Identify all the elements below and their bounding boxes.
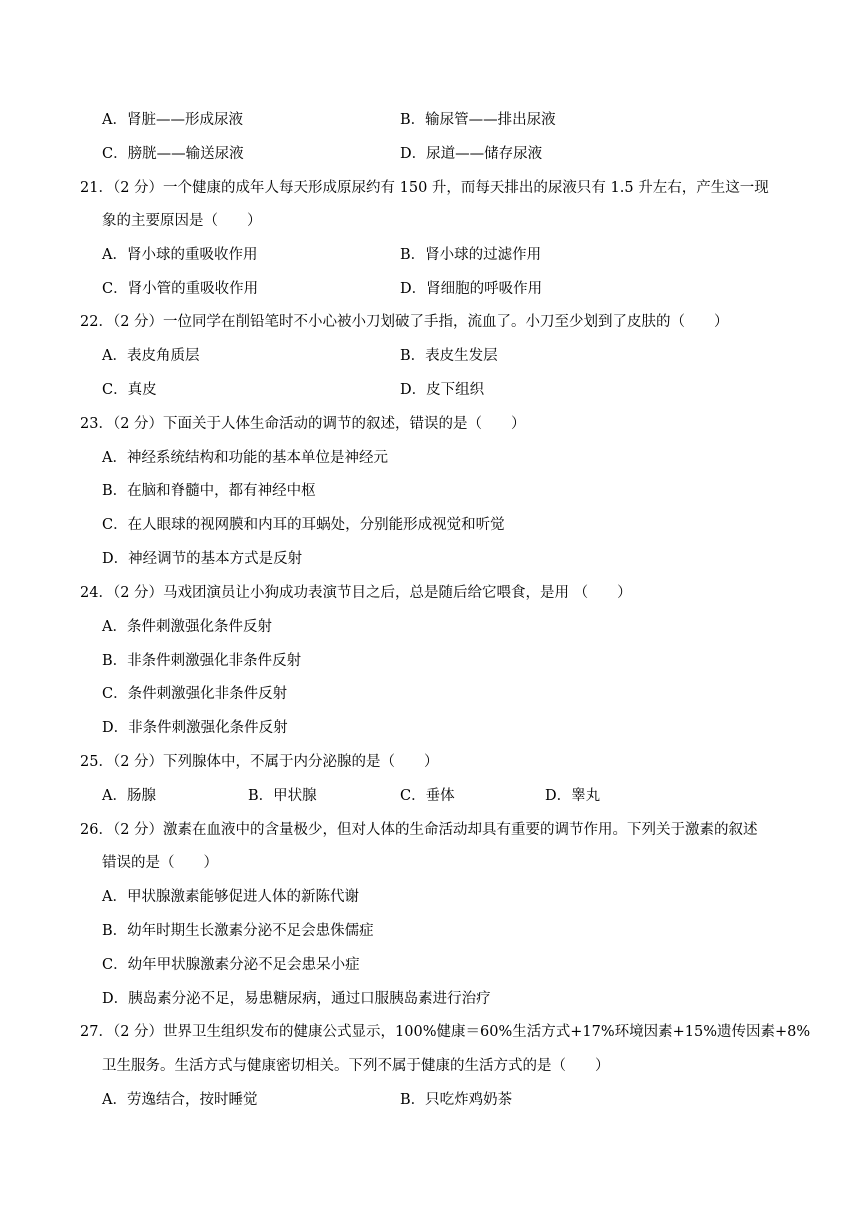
q24-option-d: D．非条件刺激强化条件反射 (102, 720, 288, 736)
prev-option-b: B．输尿管——排出尿液 (400, 112, 556, 128)
q22-stem: 22．（2 分）一位同学在削铅笔时不小心被小刀划破了手指，流血了。小刀至少划到了皮肤的（ ） (80, 314, 729, 330)
q27-stem: 27．（2 分）世界卫生组织发布的健康公式显示，100%健康＝60%生活方式+17%环境因素+15%遗传因素+8% (80, 1024, 811, 1040)
q25-option-b: B．甲状腺 (248, 788, 317, 804)
q23-option-a: A．神经系统结构和功能的基本单位是神经元 (102, 450, 388, 466)
q21-option-b: B．肾小球的过滤作用 (400, 247, 542, 263)
q25-option-d: D．睾丸 (545, 788, 601, 804)
q25-stem: 25．（2 分）下列腺体中，不属于内分泌腺的是（ ） (80, 754, 439, 770)
q27-stem-cont: 卫生服务。生活方式与健康密切相关。下列不属于健康的生活方式的是（ ） (102, 1058, 610, 1074)
q21-stem-cont: 象的主要原因是（ ） (102, 213, 262, 229)
q24-stem: 24．（2 分）马戏团演员让小狗成功表演节目之后，总是随后给它喂食，是用 （ ） (80, 585, 632, 601)
q22-option-b: B．表皮生发层 (400, 348, 498, 364)
q21-option-c: C．肾小管的重吸收作用 (102, 281, 259, 297)
q23-option-d: D．神经调节的基本方式是反射 (102, 551, 303, 567)
prev-option-d: D．尿道——储存尿液 (400, 146, 543, 162)
q21-stem: 21．（2 分）一个健康的成年人每天形成原尿约有 150 升，而每天排出的尿液只有 1.5 升左右，产生这一现 (80, 180, 769, 196)
q26-stem: 26．（2 分）激素在血液中的含量极少，但对人体的生命活动却具有重要的调节作用。下列关于激素的叙述 (80, 822, 758, 838)
q24-option-a: A．条件刺激强化条件反射 (102, 619, 272, 635)
q26-option-b: B．幼年时期生长激素分泌不足会患侏儒症 (102, 923, 374, 939)
prev-option-c: C．膀胱——输送尿液 (102, 146, 244, 162)
q26-option-d: D．胰岛素分泌不足，易患糖尿病，通过口服胰岛素进行治疗 (102, 991, 491, 1007)
q22-option-d: D．皮下组织 (400, 382, 485, 398)
q26-stem-cont: 错误的是（ ） (102, 855, 218, 871)
q25-option-c: C．垂体 (400, 788, 455, 804)
q22-option-c: C．真皮 (102, 382, 157, 398)
q21-option-d: D．肾细胞的呼吸作用 (400, 281, 543, 297)
q27-option-a: A．劳逸结合，按时睡觉 (102, 1092, 258, 1108)
q22-option-a: A．表皮角质层 (102, 348, 200, 364)
q27-option-b: B．只吃炸鸡奶茶 (400, 1092, 513, 1108)
q23-option-b: B．在脑和脊髓中，都有神经中枢 (102, 483, 316, 499)
q25-option-a: A．肠腺 (102, 788, 156, 804)
q24-option-c: C．条件刺激强化非条件反射 (102, 686, 288, 702)
q23-stem: 23．（2 分）下面关于人体生命活动的调节的叙述，错误的是（ ） (80, 416, 526, 432)
prev-option-a: A．肾脏——形成尿液 (102, 112, 243, 128)
q26-option-a: A．甲状腺激素能够促进人体的新陈代谢 (102, 889, 359, 905)
q23-option-c: C．在人眼球的视网膜和内耳的耳蜗处，分别能形成视觉和听觉 (102, 517, 505, 533)
q26-option-c: C．幼年甲状腺激素分泌不足会患呆小症 (102, 957, 360, 973)
q24-option-b: B．非条件刺激强化非条件反射 (102, 653, 302, 669)
q21-option-a: A．肾小球的重吸收作用 (102, 247, 258, 263)
